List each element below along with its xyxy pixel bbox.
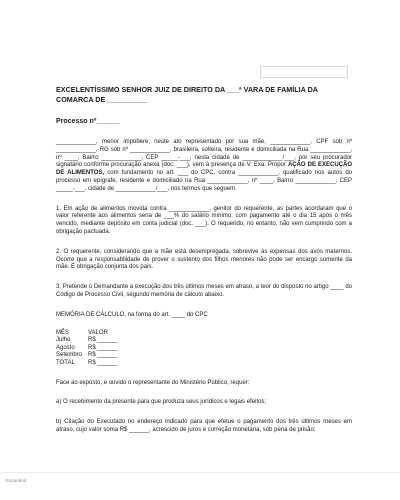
- footer-label: Expandud: [6, 478, 27, 483]
- footer-divider: [0, 472, 400, 473]
- document-heading: EXCELENTÍSSIMO SENHOR JUIZ DE DIREITO DA ___ª VARA DE FAMÍLIA DA COMARCA DE __________: [56, 85, 318, 104]
- value-cell: R$ ______: [88, 352, 118, 359]
- request-b: b) Citação do Executado no endereço indicado para que efetue o pagamento dos três últimos meses em atraso, cujo valor soma R$ ______, acrescido de juros e correção monetária, sob pena de prisão;: [56, 419, 352, 433]
- table-row: [56, 360, 123, 368]
- request-a: a) O recebimento da presente para que produza seus jurídicos e legais efeitos;: [56, 399, 267, 406]
- value-cell: R$ ______: [88, 344, 118, 351]
- value-cell: R$ ______: [88, 337, 118, 344]
- intro-text-b: com fundamento no art. ___ do CPC, contra ____________, qualificado nos autos do processo em epígrafe, residente e domiciliado na Rua ____________, nº ____, Bairro ____________, CEP _____-___, cidade de ____________/___, nos termos que seguem.: [56, 170, 352, 192]
- month-cell: Julho: [56, 337, 71, 344]
- document-body: [56, 85, 352, 435]
- paragraph-2: 2. O requerente, considerando que a mãe está desempregada, sobrevive às expensas dos avós maternos. Ocorre que a responsabilidade de prover o sustento dos filhos menores não pode ser encargo somente da mãe. É obrigação conjunta dos pais.: [56, 248, 352, 271]
- month-cell: Agosto: [56, 344, 75, 351]
- month-cell: Setembro: [56, 352, 83, 359]
- month-cell: TOTAL: [56, 359, 75, 366]
- paragraph-1: 1. Em ação de alimentos movida contra ____________, genitor do requerente, as partes acordaram que o valor referente aos alimentos seria de ___% do salário mínimo, com pagamento até o dia 15 após o mês vencido, mediante depósito em conta judicial (doc. ___). O requerido, no entanto, não vem cumprindo com a obrigação pactuada.: [56, 205, 352, 235]
- value-cell: R$ ______: [88, 359, 118, 366]
- calculation-table: [56, 330, 123, 368]
- conclusion-paragraph: Face ao exposto, e ouvido o representante do Ministério Público, requer:: [56, 379, 250, 386]
- table-header-row: [56, 330, 123, 338]
- paragraph-3: 3. Pretende o Demandante a execução dos três últimos meses em atraso, a teor do disposto no artigo ____ do Código de Processo Civil, segundo memória de cálculo abaixo.: [56, 284, 352, 298]
- intro-text-a: ____________, menor impúbere, neste ato representado por sua mãe, ____________, CPF sob nº ____________, RG sob nº ____________, brasileira, solteira, residente e domiciliada na Rua ____________, nº ____, Bairro ____________, CEP _____-___, nesta cidade de ____________/___, por seu procurador signatário conforme procuração anexa (doc. ___), vem à presença de V. Exa. Propor: [56, 139, 352, 169]
- search-box[interactable]: [260, 66, 348, 78]
- process-number: Processo nº______: [56, 118, 120, 125]
- header-month: MÊS: [56, 329, 70, 336]
- table-row: [56, 352, 123, 360]
- calculation-title: MEMÓRIA DE CÁLCULO, na forma do art. ____ do CPC: [56, 311, 208, 318]
- table-row: [56, 345, 123, 353]
- action-title: AÇÃO DE EXECUÇÃO DE ALIMENTOS,: [56, 162, 352, 177]
- intro-paragraph: [56, 139, 352, 194]
- table-row: [56, 337, 123, 345]
- header-value: VALOR: [88, 329, 108, 336]
